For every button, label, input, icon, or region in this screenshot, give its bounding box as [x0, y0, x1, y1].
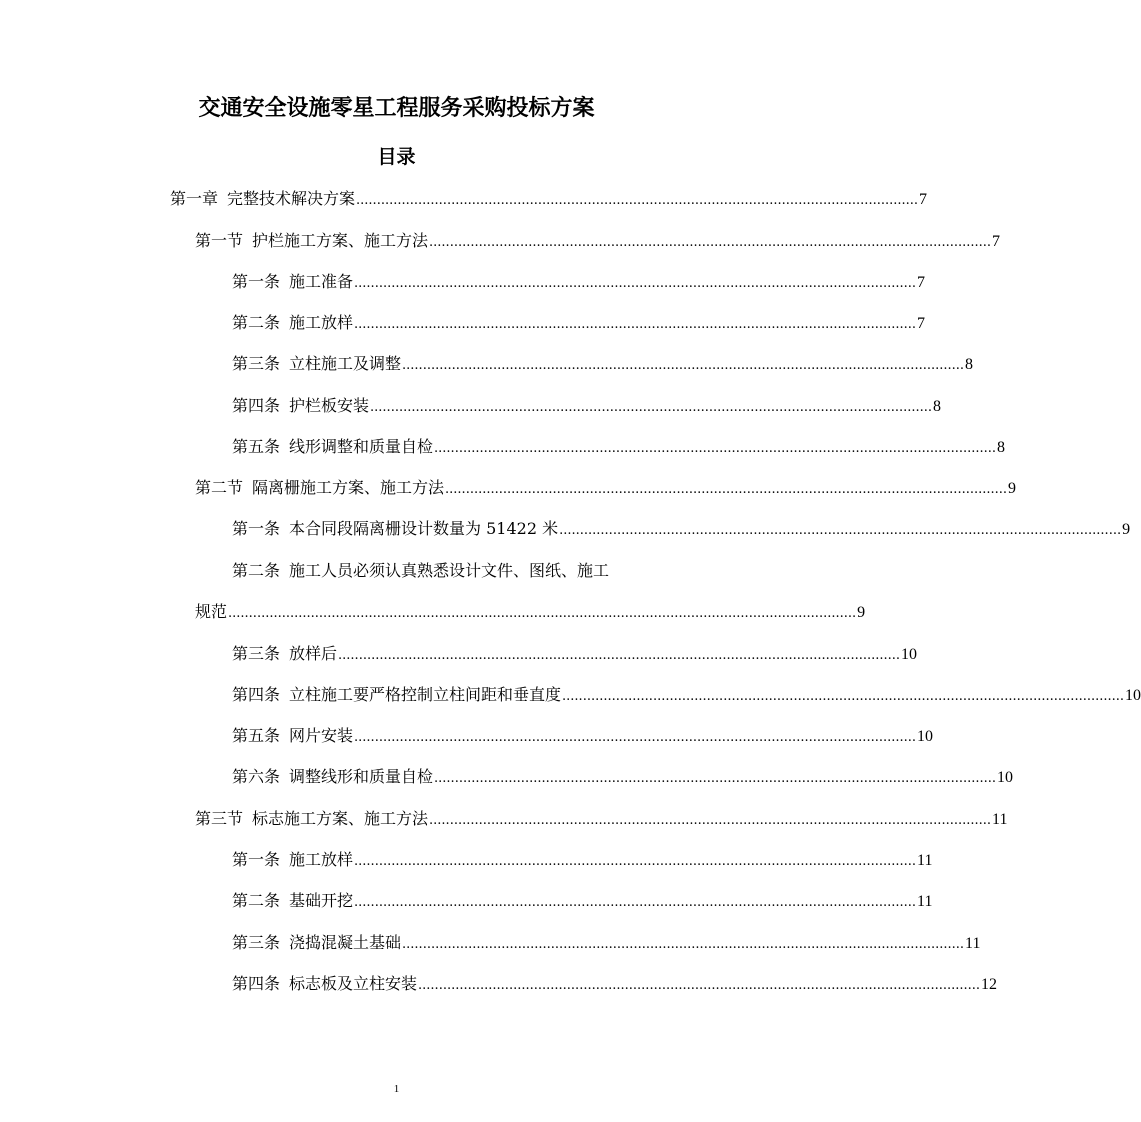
toc-entry-page: 7 [917, 315, 926, 332]
dot-leader: ........................................................................................................................................ [402, 358, 965, 373]
dot-leader: ........................................................................................................................................ [354, 276, 917, 291]
toc-entry-page: 11 [992, 811, 1008, 828]
toc-entry-page: 11 [917, 852, 933, 869]
toc-entry-number: 第二条 [232, 313, 281, 332]
dot-leader: ........................................................................................................................................ [402, 937, 965, 952]
toc-entry-article[interactable] [232, 393, 942, 419]
toc-entry-label: 放样后 [289, 644, 338, 663]
toc-entry-article[interactable] [232, 847, 933, 873]
dot-leader: ........................................................................................................................................ [418, 978, 981, 993]
dot-leader: ........................................................................................................................................ [354, 317, 917, 332]
toc-entry-continuation[interactable] [195, 599, 866, 625]
toc-entry-article[interactable] [232, 516, 1131, 542]
toc-entry-article[interactable] [232, 641, 918, 667]
toc-entry-label: 网片安装 [289, 726, 354, 745]
toc-heading: 目录 [377, 146, 416, 168]
toc-entry-label: 立柱施工要严格控制立柱间距和垂直度 [289, 685, 562, 704]
toc-entry-number: 第五条 [232, 726, 281, 745]
toc-entry-article[interactable] [232, 351, 974, 377]
toc-entry-page: 8 [997, 439, 1006, 456]
toc-entry-number: 第二条 [232, 891, 281, 910]
dot-leader: ........................................................................................................................................ [338, 648, 901, 663]
toc-entry-article[interactable] [232, 764, 1014, 790]
toc-entry-section-1[interactable] [195, 228, 1001, 254]
toc-entry-number: 第四条 [232, 396, 281, 415]
toc-entry-article[interactable] [232, 888, 933, 914]
toc-entry-page: 7 [917, 274, 926, 291]
toc-entry-label-continued: 规范 [195, 602, 228, 621]
toc-entry-number: 第三条 [232, 933, 281, 952]
toc-entry-article[interactable] [232, 723, 934, 749]
toc-entry-number: 第四条 [232, 974, 281, 993]
toc-entry-article[interactable] [232, 434, 1006, 460]
dot-leader: ........................................................................................................................................ [445, 482, 1008, 497]
dot-leader: ........................................................................................................................................ [434, 771, 997, 786]
dot-leader: ........................................................................................................................................ [562, 689, 1125, 704]
toc-entry-chapter-1[interactable] [170, 186, 928, 212]
dot-leader: ........................................................................................................................................ [354, 730, 917, 745]
toc-entry-page: 11 [965, 935, 981, 952]
toc-entry-number: 第一章 [170, 189, 219, 208]
dot-leader: ........................................................................................................................................................ [228, 606, 857, 621]
dot-leader: ........................................................................................................................................ [354, 854, 917, 869]
toc-entry-article[interactable] [232, 971, 998, 997]
toc-entry-page: 12 [981, 976, 998, 993]
toc-entry-number: 第二条 [232, 561, 281, 580]
dot-leader: ........................................................................................................................................ [434, 441, 997, 456]
toc-entry-label: 护栏板安装 [289, 396, 370, 415]
toc-entry-page: 10 [901, 646, 918, 663]
toc-entry-label: 施工放样 [289, 850, 354, 869]
toc-entry-page: 7 [919, 191, 928, 208]
toc-entry-page: 10 [1125, 687, 1141, 704]
toc-entry-label: 标志施工方案、施工方法 [252, 809, 429, 828]
toc-entry-number: 第四条 [232, 685, 281, 704]
dot-leader: ........................................................................................................................................ [429, 235, 992, 250]
toc-entry-label: 隔离栅施工方案、施工方法 [252, 478, 445, 497]
toc-entry-number: 第一条 [232, 850, 281, 869]
dot-leader: ........................................................................................................................................ [354, 895, 917, 910]
toc-entry-page: 8 [933, 398, 942, 415]
toc-entry-number: 第六条 [232, 767, 281, 786]
dot-leader: ........................................................................................................................................ [559, 523, 1122, 538]
toc-entry-page: 8 [965, 356, 974, 373]
toc-entry-label: 施工放样 [289, 313, 354, 332]
toc-entry-label: 施工人员必须认真熟悉设计文件、图纸、施工 [289, 561, 610, 580]
toc-entry-label: 基础开挖 [289, 891, 354, 910]
toc-entry-label: 立柱施工及调整 [289, 354, 402, 373]
dot-leader: ........................................................................................................................................ [429, 813, 992, 828]
toc-entry-number: 第五条 [232, 437, 281, 456]
toc-entry-article[interactable] [232, 310, 926, 336]
toc-entry-label: 标志板及立柱安装 [289, 974, 418, 993]
toc-entry-article[interactable] [232, 930, 981, 956]
toc-entry-page: 7 [992, 233, 1001, 250]
toc-entry-number: 第三节 [195, 809, 244, 828]
toc-entry-number: 第三条 [232, 354, 281, 373]
toc-entry-label: 护栏施工方案、施工方法 [252, 231, 429, 250]
toc-entry-label: 本合同段隔离栅设计数量为 51422 米 [289, 519, 559, 538]
toc-entry-number: 第一节 [195, 231, 244, 250]
toc-entry-page: 11 [917, 893, 933, 910]
toc-entry-section-3[interactable] [195, 806, 1008, 832]
toc-entry-number: 第三条 [232, 644, 281, 663]
toc-entry-number: 第一条 [232, 519, 281, 538]
toc-entry-label: 调整线形和质量自检 [289, 767, 434, 786]
toc-entry-number: 第一条 [232, 272, 281, 291]
toc-entry-label: 浇捣混凝土基础 [289, 933, 402, 952]
toc-entry-article[interactable] [232, 269, 926, 295]
toc-entry-page: 9 [857, 604, 866, 621]
dot-leader: ........................................................................................................................................ [370, 400, 933, 415]
toc-entry-article[interactable] [232, 682, 1141, 708]
toc-entry-number: 第二节 [195, 478, 244, 497]
toc-entry-page: 10 [917, 728, 934, 745]
toc-entry-article-wrapped[interactable] [232, 558, 672, 584]
dot-leader: ........................................................................................................................................ [356, 193, 919, 208]
toc-entry-page: 10 [997, 769, 1014, 786]
toc-entry-page: 9 [1008, 480, 1017, 497]
toc-entry-label: 完整技术解决方案 [227, 189, 356, 208]
toc-entry-label: 施工准备 [289, 272, 354, 291]
document-title: 交通安全设施零星工程服务采购投标方案 [198, 96, 595, 121]
toc-entry-page: 9 [1122, 521, 1131, 538]
page-number: 1 [393, 1083, 400, 1095]
toc-entry-first-line [232, 558, 672, 584]
toc-entry-section-2[interactable] [195, 475, 1017, 501]
toc-entry-label: 线形调整和质量自检 [289, 437, 434, 456]
